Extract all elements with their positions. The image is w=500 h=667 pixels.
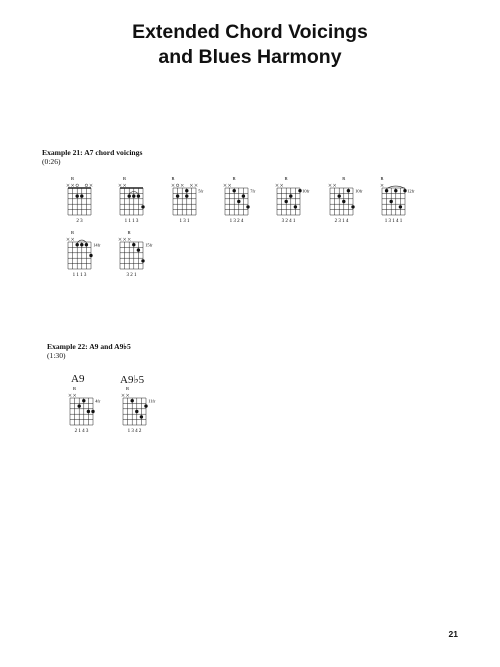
root-label: R (71, 176, 75, 181)
fret-position-label: 7fr (250, 188, 256, 194)
chord-diagram (117, 384, 169, 444)
muted-string-marker (333, 184, 336, 187)
chord-diagram-svg (114, 174, 166, 234)
root-label: R (171, 176, 175, 181)
finger-dot (137, 248, 140, 251)
muted-string-marker (122, 394, 125, 397)
example-21-time: (0:26) (42, 157, 61, 166)
fingering-label: 1 3 4 2 (127, 429, 142, 434)
finger-dot (242, 194, 245, 197)
finger-dot (338, 194, 341, 197)
open-string-marker (85, 184, 88, 187)
finger-dot (176, 194, 179, 197)
fingering-label: 1 1 1 3 (72, 273, 87, 278)
muted-string-marker (71, 184, 74, 187)
muted-string-marker (276, 184, 279, 187)
finger-dot (347, 189, 350, 192)
finger-dot (76, 194, 79, 197)
finger-dot (80, 194, 83, 197)
muted-string-marker (67, 238, 70, 241)
finger-dot (82, 399, 85, 402)
open-string-marker (176, 184, 179, 187)
open-string-marker (76, 184, 79, 187)
fingering-label: 1 1 1 3 (124, 219, 139, 224)
fret-position-label: 5fr (198, 188, 204, 194)
chord-diagram (271, 174, 323, 234)
muted-string-marker (73, 394, 76, 397)
chord-name-a9b5: A9♭5 (120, 374, 145, 386)
muted-string-marker (224, 184, 227, 187)
chord-diagram-svg (167, 174, 219, 234)
finger-dot (237, 200, 240, 203)
chord-diagram-svg (62, 228, 114, 288)
chord-diagram-svg (219, 174, 271, 234)
finger-dot (128, 194, 131, 197)
muted-string-marker (119, 184, 122, 187)
finger-dot (185, 194, 188, 197)
finger-dot (394, 189, 397, 192)
root-label: R (342, 176, 346, 181)
finger-dot (294, 205, 297, 208)
finger-dot (131, 399, 134, 402)
chord-diagram (324, 174, 376, 234)
chord-diagram (62, 228, 114, 288)
fingering-label: 1 3 1 (179, 219, 190, 224)
finger-dot (246, 205, 249, 208)
chord-diagram (114, 174, 166, 234)
muted-string-marker (228, 184, 231, 187)
root-label: R (232, 176, 236, 181)
fingering-label: 3 2 1 (126, 273, 137, 278)
finger-dot (390, 200, 393, 203)
chord-diagram (64, 384, 116, 444)
muted-string-marker (71, 238, 74, 241)
finger-dot (132, 194, 135, 197)
finger-dot (141, 259, 144, 262)
fret-position-label: 10fr (302, 188, 310, 194)
finger-dot (87, 410, 90, 413)
root-label: R (126, 386, 130, 391)
fret-position-label: 12fr (407, 188, 415, 194)
muted-string-marker (69, 394, 72, 397)
finger-dot (91, 410, 94, 413)
fret-position-label: 15fr (145, 242, 153, 248)
muted-string-marker (67, 184, 70, 187)
muted-string-marker (329, 184, 332, 187)
finger-dot (141, 205, 144, 208)
muted-string-marker (90, 184, 93, 187)
chord-diagram (62, 174, 114, 234)
fingering-label: 2 3 (76, 219, 83, 224)
example-22-title: Example 22: A9 and A9♭5 (47, 342, 131, 351)
finger-dot (140, 415, 143, 418)
finger-dot (137, 194, 140, 197)
fingering-label: 2 3 1 4 (334, 219, 349, 224)
finger-dot (89, 254, 92, 257)
muted-string-marker (195, 184, 198, 187)
fret-position-label: 10fr (355, 188, 363, 194)
chord-diagram-svg (324, 174, 376, 234)
chord-diagram-svg (64, 384, 116, 444)
page-number: 21 (448, 629, 458, 639)
muted-string-marker (172, 184, 175, 187)
finger-dot (298, 189, 301, 192)
finger-dot (135, 410, 138, 413)
finger-dot (80, 243, 83, 246)
muted-string-marker (119, 238, 122, 241)
chord-diagram-svg (271, 174, 323, 234)
finger-dot (403, 189, 406, 192)
finger-dot (76, 243, 79, 246)
fingering-label: 3 2 4 1 (281, 219, 296, 224)
finger-dot (233, 189, 236, 192)
finger-dot (185, 189, 188, 192)
finger-dot (289, 194, 292, 197)
muted-string-marker (123, 238, 126, 241)
finger-dot (132, 243, 135, 246)
muted-string-marker (381, 184, 384, 187)
root-label: R (127, 230, 131, 235)
fingering-label: 2 1 4 3 (74, 429, 89, 434)
finger-dot (285, 200, 288, 203)
chord-diagram (114, 228, 166, 288)
finger-dot (144, 404, 147, 407)
chord-diagram-svg (376, 174, 428, 234)
chord-diagram (219, 174, 271, 234)
root-label: R (73, 386, 77, 391)
chord-diagram-svg (117, 384, 169, 444)
example-21-title: Example 21: A7 chord voicings (42, 148, 143, 157)
example-22-time: (1:30) (47, 351, 66, 360)
fingering-label: 1 3 2 4 (229, 219, 244, 224)
page-title (0, 20, 500, 70)
chord-name-a9: A9 (71, 373, 85, 385)
chord-diagram (167, 174, 219, 234)
root-label: R (123, 176, 127, 181)
page-title-line-2: and Blues Harmony (158, 46, 342, 68)
muted-string-marker (190, 184, 193, 187)
finger-dot (85, 243, 88, 246)
finger-dot (399, 205, 402, 208)
page-title-line-1: Extended Chord Voicings (132, 21, 368, 43)
finger-dot (78, 404, 81, 407)
fret-position-label: 11fr (148, 398, 156, 404)
root-label: R (71, 230, 75, 235)
muted-string-marker (280, 184, 283, 187)
muted-string-marker (123, 184, 126, 187)
chord-diagram-svg (114, 228, 166, 288)
fret-position-label: 14fr (93, 242, 101, 248)
muted-string-marker (126, 394, 129, 397)
fingering-label: 1 3 1 4 1 (384, 219, 403, 224)
muted-string-marker (181, 184, 184, 187)
chord-diagram-svg (62, 174, 114, 234)
root-label: R (380, 176, 384, 181)
finger-dot (342, 200, 345, 203)
muted-string-marker (128, 238, 131, 241)
root-label: R (284, 176, 288, 181)
finger-dot (385, 189, 388, 192)
finger-dot (351, 205, 354, 208)
chord-diagram (376, 174, 428, 234)
fret-position-label: 4fr (95, 398, 101, 404)
